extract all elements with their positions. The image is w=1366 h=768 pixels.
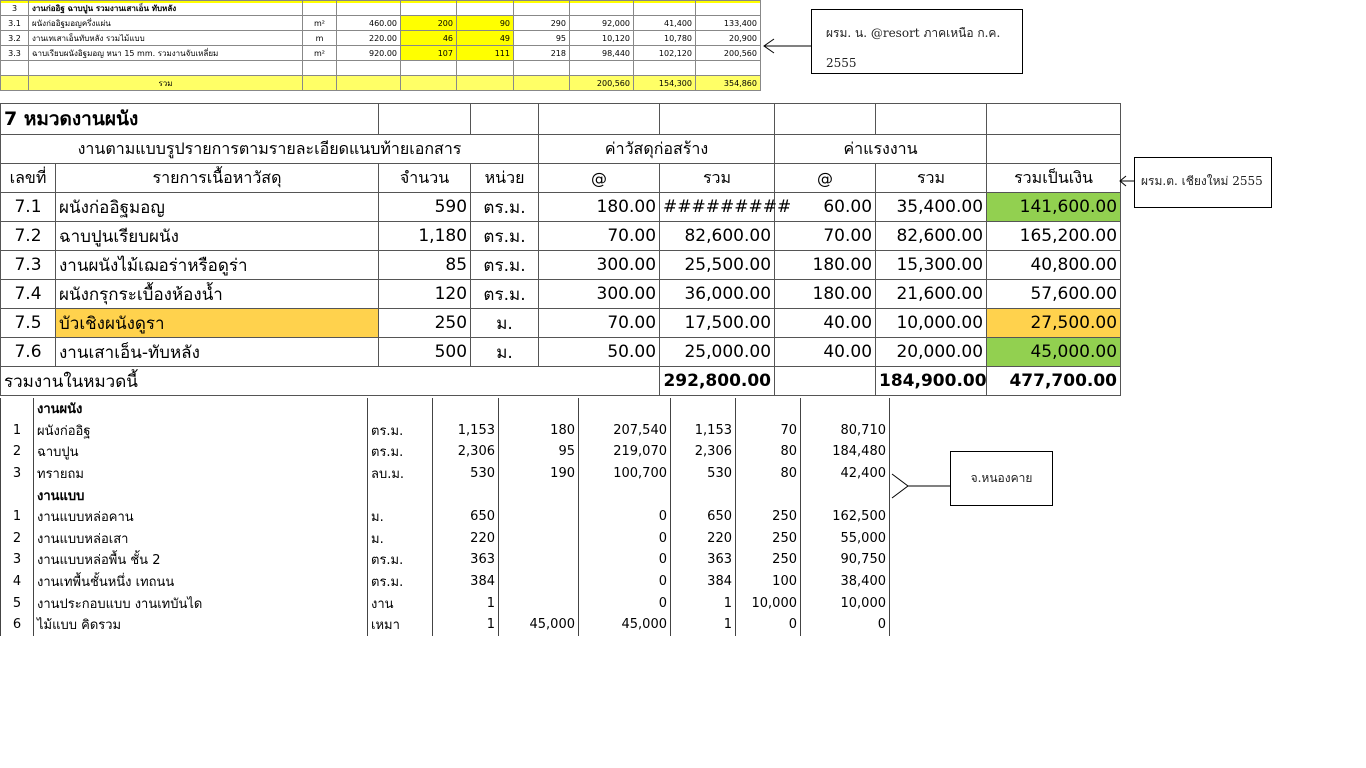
group-title-row [1,398,890,420]
cell [457,61,514,76]
column-header-row [1,164,1121,193]
col-header: หน่วย [471,164,539,193]
top-blank-row [1,61,761,76]
cell: 80 [736,441,801,463]
cell: ผนังก่ออิฐ [34,420,368,442]
cell: 10,000 [736,592,801,614]
cell: 3 [1,1,29,16]
cell: ตร.ม. [368,441,433,463]
labor-unit-price: 180.00 [775,280,876,309]
cell: 2 [1,441,34,463]
table-row [1,571,890,593]
cell: งาน [368,592,433,614]
cell: 650 [433,506,499,528]
cell: 250 [736,506,801,528]
cell: 1,153 [433,420,499,442]
cell: 20,900 [696,31,761,46]
cell [634,1,696,16]
material-total: 25,500.00 [660,251,775,280]
material-total: 82,600.00 [660,222,775,251]
material-unit-price: 300.00 [539,251,660,280]
cell: ตร.ม. [368,549,433,571]
cell: 0 [579,528,671,550]
group-title: งานผนัง [34,398,368,420]
cell [457,1,514,16]
cell: 92,000 [570,16,634,31]
cell: 6 [1,614,34,636]
table-row [1,441,890,463]
cell: 38,400 [801,571,890,593]
cell: 180 [499,420,579,442]
cell: 102,120 [634,46,696,61]
col-header: รวม [660,164,775,193]
cell: 90 [457,16,514,31]
material-total: 25,000.00 [660,338,775,367]
material-unit-price: 70.00 [539,222,660,251]
labor-total: 35,400.00 [876,193,987,222]
wall-work-table [0,103,1121,396]
cell: 354,860 [696,76,761,91]
cell: 1 [433,614,499,636]
col-header: @ [775,164,876,193]
col-header: รวมเป็นเงิน [987,164,1121,193]
cell: 2 [1,528,34,550]
row-total: 141,600.00 [987,193,1121,222]
cell: งานประกอบแบบ งานเทบันได [34,592,368,614]
cell: 42,400 [801,463,890,485]
table-row [1,614,890,636]
cell: 100 [736,571,801,593]
cell: 5 [1,592,34,614]
item-name: บัวเชิงผนังดูรา [56,309,379,338]
cell: 530 [671,463,736,485]
cell: 218 [514,46,570,61]
cell [499,549,579,571]
cell: งานเทพื้นชั้นหนึ่ง เทถนน [34,571,368,593]
cell: งานแบบหล่อคาน [34,506,368,528]
material-unit-price: 70.00 [539,309,660,338]
item-no: 7.2 [1,222,56,251]
cell [1,76,29,91]
cell: 0 [579,571,671,593]
labor-unit-price: 40.00 [775,338,876,367]
item-row [1,309,1121,338]
material-unit-price: 300.00 [539,280,660,309]
sum-material: 292,800.00 [660,367,775,396]
cell: 250 [736,549,801,571]
cell: 0 [736,614,801,636]
labor-total: 20,000.00 [876,338,987,367]
material-unit-price: 180.00 [539,193,660,222]
cell: งานแบบหล่อพื้น ชั้น 2 [34,549,368,571]
cell [579,484,671,506]
cell: 200,560 [696,46,761,61]
item-name: งานผนังไม้เฌอร่าหรือดูร่า [56,251,379,280]
labor-header: ค่าแรงงาน [775,135,987,164]
cell: 46 [401,31,457,46]
cell [368,398,433,420]
cell: 98,440 [570,46,634,61]
cell: รวม [29,76,303,91]
top-row [1,46,761,61]
item-qty: 250 [379,309,471,338]
cell [337,61,401,76]
cell: ลบ.ม. [368,463,433,485]
row-total: 45,000.00 [987,338,1121,367]
material-total: 17,500.00 [660,309,775,338]
item-row [1,193,1121,222]
cell [499,592,579,614]
sum-total: 477,700.00 [987,367,1121,396]
cell [634,61,696,76]
cell: 219,070 [579,441,671,463]
item-name: ฉาบปูนเรียบผนัง [56,222,379,251]
table-row [1,463,890,485]
cell [433,484,499,506]
cell [671,398,736,420]
labor-total: 10,000.00 [876,309,987,338]
item-row [1,251,1121,280]
labor-total: 15,300.00 [876,251,987,280]
cell: 363 [671,549,736,571]
cell: m² [303,16,337,31]
cell [303,1,337,16]
cell: 10,120 [570,31,634,46]
cell: 1 [433,592,499,614]
cell: 154,300 [634,76,696,91]
row-total: 27,500.00 [987,309,1121,338]
cell [303,61,337,76]
cell: 90,750 [801,549,890,571]
note-text: จ.หนองคาย [970,471,1033,485]
arrow-icon [888,470,952,502]
cell: 100,700 [579,463,671,485]
item-no: 7.5 [1,309,56,338]
cell: 3.1 [1,16,29,31]
cell [368,484,433,506]
cell [570,1,634,16]
item-no: 7.4 [1,280,56,309]
cell [29,61,303,76]
table-row [1,549,890,571]
cell: 920.00 [337,46,401,61]
item-row [1,338,1121,367]
material-header: ค่าวัสดุก่อสร้าง [539,135,775,164]
cell [736,398,801,420]
cell: 10,000 [801,592,890,614]
cell: ทรายถม [34,463,368,485]
cell [696,1,761,16]
top-row [1,16,761,31]
cell [401,76,457,91]
section-title: 7 หมวดงานผนัง [1,104,379,135]
cell [499,528,579,550]
row-total: 57,600.00 [987,280,1121,309]
cell: 0 [801,614,890,636]
cell [570,61,634,76]
labor-total: 82,600.00 [876,222,987,251]
cell: 3.3 [1,46,29,61]
cell: 200 [401,16,457,31]
cell: 190 [499,463,579,485]
cell: ตร.ม. [368,420,433,442]
labor-unit-price: 180.00 [775,251,876,280]
table-row [1,528,890,550]
note-text: ผรม. น. @resort ภาคเหนือ ก.ค. 2555 [826,26,1001,70]
cell: ม. [368,506,433,528]
cell: งานเทเสาเอ็นทับหลัง รวมไม้แบบ [29,31,303,46]
item-row [1,222,1121,251]
cell: 1 [671,592,736,614]
cell: ไม้แบบ คิดรวม [34,614,368,636]
item-unit: ม. [471,338,539,367]
cell: 250 [736,528,801,550]
item-row [1,280,1121,309]
cell [337,76,401,91]
cell [337,1,401,16]
labor-total: 21,600.00 [876,280,987,309]
note-box-nongkhai [950,451,1053,506]
cell: 460.00 [337,16,401,31]
cell [736,484,801,506]
cell: 45,000 [499,614,579,636]
sum-row [1,367,1121,396]
item-name: ผนังกรุกระเบื้องห้องน้ำ [56,280,379,309]
table-row [1,592,890,614]
cell: 1,153 [671,420,736,442]
bottom-cost-table [0,398,890,636]
cell: 133,400 [696,16,761,31]
cell [401,1,457,16]
section-row [1,104,1121,135]
sum-label: รวมงานในหมวดนี้ [1,367,660,396]
cell: 220.00 [337,31,401,46]
cell: 2,306 [433,441,499,463]
item-no: 7.6 [1,338,56,367]
top-row [1,31,761,46]
cell [514,1,570,16]
cell: 45,000 [579,614,671,636]
cell: งานแบบหล่อเสา [34,528,368,550]
cell: 1 [1,420,34,442]
cell: 220 [671,528,736,550]
col-header: รวม [876,164,987,193]
cell: 1 [671,614,736,636]
cell: m [303,31,337,46]
cell: ฉาบปูน [34,441,368,463]
item-unit: ตร.ม. [471,251,539,280]
sum-labor: 184,900.00 [876,367,987,396]
cell: 0 [579,506,671,528]
material-total: ######### [660,193,775,222]
top-total-row [1,76,761,91]
cell [499,398,579,420]
cell: 184,480 [801,441,890,463]
cell [499,484,579,506]
cell [303,76,337,91]
cell [499,571,579,593]
arrow-icon [1118,172,1136,190]
item-unit: ตร.ม. [471,193,539,222]
cell: 3 [1,463,34,485]
cell: 80,710 [801,420,890,442]
col-header: รายการเนื้อหาวัสดุ [56,164,379,193]
cell: งานก่ออิฐ ฉาบปูน รวมงานเสาเอ็น ทับหลัง [29,1,303,16]
cell: 1 [1,506,34,528]
col-header: @ [539,164,660,193]
cell: 363 [433,549,499,571]
cell: m² [303,46,337,61]
cell: 95 [499,441,579,463]
cell [499,506,579,528]
item-unit: ม. [471,309,539,338]
cell: 41,400 [634,16,696,31]
cell: ผนังก่ออิฐมอญครึ่งแผ่น [29,16,303,31]
cell: 650 [671,506,736,528]
cell: ฉาบเรียบผนังอิฐมอญ หนา 15 mm. รวมงานจับเหลี่ยม [29,46,303,61]
col-header: เลขที่ [1,164,56,193]
cell: 207,540 [579,420,671,442]
material-total: 36,000.00 [660,280,775,309]
cell [514,76,570,91]
cell: 3.2 [1,31,29,46]
cell: 49 [457,31,514,46]
top-header-row [1,1,761,16]
cell [514,61,570,76]
cell: เหมา [368,614,433,636]
arrow-icon [762,36,814,56]
item-unit: ตร.ม. [471,280,539,309]
row-total: 165,200.00 [987,222,1121,251]
item-name: งานเสาเอ็น-ทับหลัง [56,338,379,367]
cell [671,484,736,506]
cell: 162,500 [801,506,890,528]
cell: 95 [514,31,570,46]
cell: 10,780 [634,31,696,46]
cell [579,398,671,420]
group-title-row [1,484,890,506]
item-name: ผนังก่ออิฐมอญ [56,193,379,222]
cell: 107 [401,46,457,61]
labor-unit-price: 60.00 [775,193,876,222]
group-header-row [1,135,1121,164]
cell [401,61,457,76]
item-qty: 120 [379,280,471,309]
table-row [1,420,890,442]
cell [457,76,514,91]
cell: 530 [433,463,499,485]
top-cost-table [0,0,761,91]
cell: ตร.ม. [368,571,433,593]
cell: 290 [514,16,570,31]
item-qty: 85 [379,251,471,280]
row-total: 40,800.00 [987,251,1121,280]
cell: 70 [736,420,801,442]
cell: 2,306 [671,441,736,463]
description-header: งานตามแบบรูปรายการตามรายละเอียดแนบท้ายเอกสาร [1,135,539,164]
cell: 200,560 [570,76,634,91]
note-box-north-resort [811,9,1023,74]
cell: 3 [1,549,34,571]
cell [1,398,34,420]
cell: 0 [579,549,671,571]
group-title: งานแบบ [34,484,368,506]
cell [1,61,29,76]
item-no: 7.1 [1,193,56,222]
note-box-chiangmai [1134,157,1272,208]
cell: 384 [671,571,736,593]
col-header: จำนวน [379,164,471,193]
material-unit-price: 50.00 [539,338,660,367]
cell: 0 [579,592,671,614]
cell: 4 [1,571,34,593]
cell: 111 [457,46,514,61]
table-row [1,506,890,528]
cell: 80 [736,463,801,485]
cell [1,484,34,506]
item-unit: ตร.ม. [471,222,539,251]
item-no: 7.3 [1,251,56,280]
item-qty: 500 [379,338,471,367]
cell: ม. [368,528,433,550]
cell [801,484,890,506]
item-qty: 590 [379,193,471,222]
labor-unit-price: 70.00 [775,222,876,251]
labor-unit-price: 40.00 [775,309,876,338]
cell [433,398,499,420]
cell [801,398,890,420]
note-text: ผรม.ต. เชียงใหม่ 2555 [1141,174,1263,188]
cell: 55,000 [801,528,890,550]
item-qty: 1,180 [379,222,471,251]
cell: 384 [433,571,499,593]
cell [696,61,761,76]
cell: 220 [433,528,499,550]
